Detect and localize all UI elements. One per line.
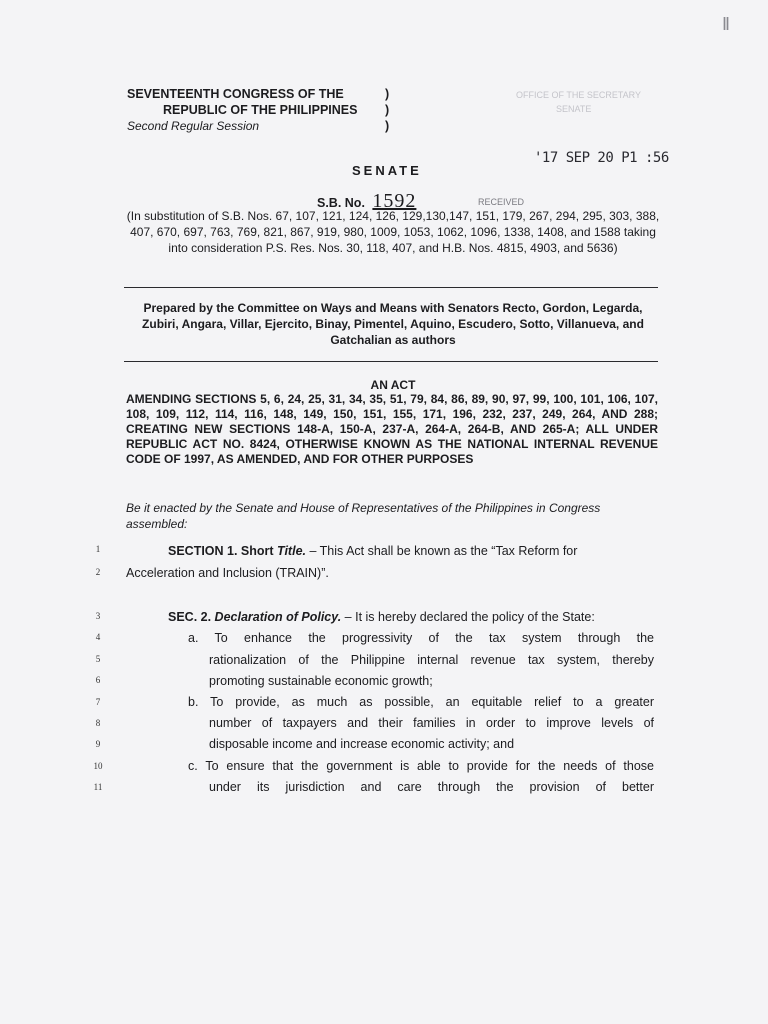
line-number: 5 <box>95 654 101 664</box>
policy-item-b: b. To provide, as much as possible, an equitable relief to a greater <box>188 695 654 709</box>
section-2-line <box>168 609 595 625</box>
line-number: 9 <box>95 739 101 749</box>
session-line: Second Regular Session <box>127 119 260 133</box>
line-number: 2 <box>95 567 101 577</box>
policy-item-b-end: disposable income and increase economic activity; and <box>209 737 515 751</box>
header-parentheses <box>385 86 389 134</box>
body-text: Acceleration and Inclusion (TRAIN)”. <box>126 566 329 580</box>
body-text: – This Act shall be known as the “Tax Reform for <box>306 544 578 558</box>
congress-header <box>127 86 357 134</box>
policy-item-c-cont: under its jurisdiction and care through the provision of better <box>209 780 654 794</box>
receiving-stamp-faint <box>516 88 641 116</box>
policy-item-a: a. To enhance the progressivity of the tax system through the <box>188 631 654 645</box>
line-number: 6 <box>95 675 101 685</box>
received-stamp-text: RECEIVED <box>478 197 525 207</box>
section-heading-title: Declaration of Policy. <box>214 610 342 624</box>
paren-1: ) <box>385 87 390 101</box>
line-number: 10 <box>93 761 103 771</box>
line-number: 8 <box>95 718 101 728</box>
senate-title: SENATE <box>352 163 422 178</box>
receiving-stamp-date: '17 SEP 20 P1 :56 <box>534 150 669 166</box>
divider-bottom <box>124 361 658 362</box>
body-text: – It is hereby declared the policy of the State: <box>341 610 595 624</box>
prepared-by: Prepared by the Committee on Ways and Means with Senators Recto, Gordon, Legarda, Zubiri, Angara, Villar, Ejercito, Binay, Pimentel, Aquino, Escudero, Sotto, Villanueva, and Gatchalian as authors <box>142 301 644 347</box>
bill-number-value: 1592 <box>372 190 417 212</box>
section-heading-title: Title. <box>277 544 306 558</box>
divider-top <box>124 287 658 288</box>
policy-item-c: c. To ensure that the government is able to provide for the needs of those <box>188 759 654 773</box>
policy-item-a-cont: rationalization of the Philippine internal revenue tax system, thereby <box>209 653 654 667</box>
bill-number-label: S.B. No. <box>317 196 365 210</box>
line-number: 1 <box>95 544 101 554</box>
congress-line-2: REPUBLIC OF THE PHILIPPINES <box>163 103 358 117</box>
section-heading: SEC. 2. <box>168 610 215 624</box>
policy-item-a-end: promoting sustainable economic growth; <box>209 674 433 688</box>
section-heading: SECTION 1. Short <box>168 544 278 558</box>
stamp-faint-line-2: SENATE <box>556 104 592 114</box>
line-number: 11 <box>93 782 103 792</box>
section-1-line <box>168 543 577 559</box>
paren-3: ) <box>385 119 390 133</box>
line-number: 4 <box>95 632 101 642</box>
corner-mark: ΙΙ <box>722 14 729 34</box>
act-long-title: AMENDING SECTIONS 5, 6, 24, 25, 31, 34, 35, 51, 79, 84, 86, 89, 90, 97, 99, 100, 101, 106, 107, 108, 109, 112, 114, 116, 148, 149, 150, 151, 155, 171, 196, 232, 237, 249, 264, AND 288; CREATING NEW SECTIONS 148-A, 150-A, 237-A, 264-A, 264-B, AND 265-A; ALL UNDER REPUBLIC ACT NO. 8424, OTHERWISE KNOWN AS THE NATIONAL INTERNAL REVENUE CODE OF 1997, AS AMENDED, AND FOR OTHER PURPOSES <box>126 392 658 466</box>
substitution-note: (In substitution of S.B. Nos. 67, 107, 121, 124, 126, 129,130,147, 151, 179, 267, 294, 295, 303, 388, 407, 670, 697, 763, 769, 821, 867, 919, 980, 1009, 1053, 1062, 1096, 1338, 1408, and 1588 taking into consideration P.S. Res. Nos. 30, 118, 407, and H.B. Nos. 4815, 4903, and 5636) <box>126 209 660 255</box>
act-title: AN ACT <box>370 378 416 392</box>
policy-item-b-cont: number of taxpayers and their families in order to improve levels of <box>209 716 654 730</box>
stamp-faint-line-1: OFFICE OF THE SECRETARY <box>516 90 642 100</box>
line-number: 3 <box>95 611 101 621</box>
enacting-clause: Be it enacted by the Senate and House of Representatives of the Philippines in Congress assembled: <box>126 501 601 531</box>
congress-line-1: SEVENTEENTH CONGRESS OF THE <box>127 87 344 101</box>
paren-2: ) <box>385 103 390 117</box>
line-number: 7 <box>95 697 101 707</box>
